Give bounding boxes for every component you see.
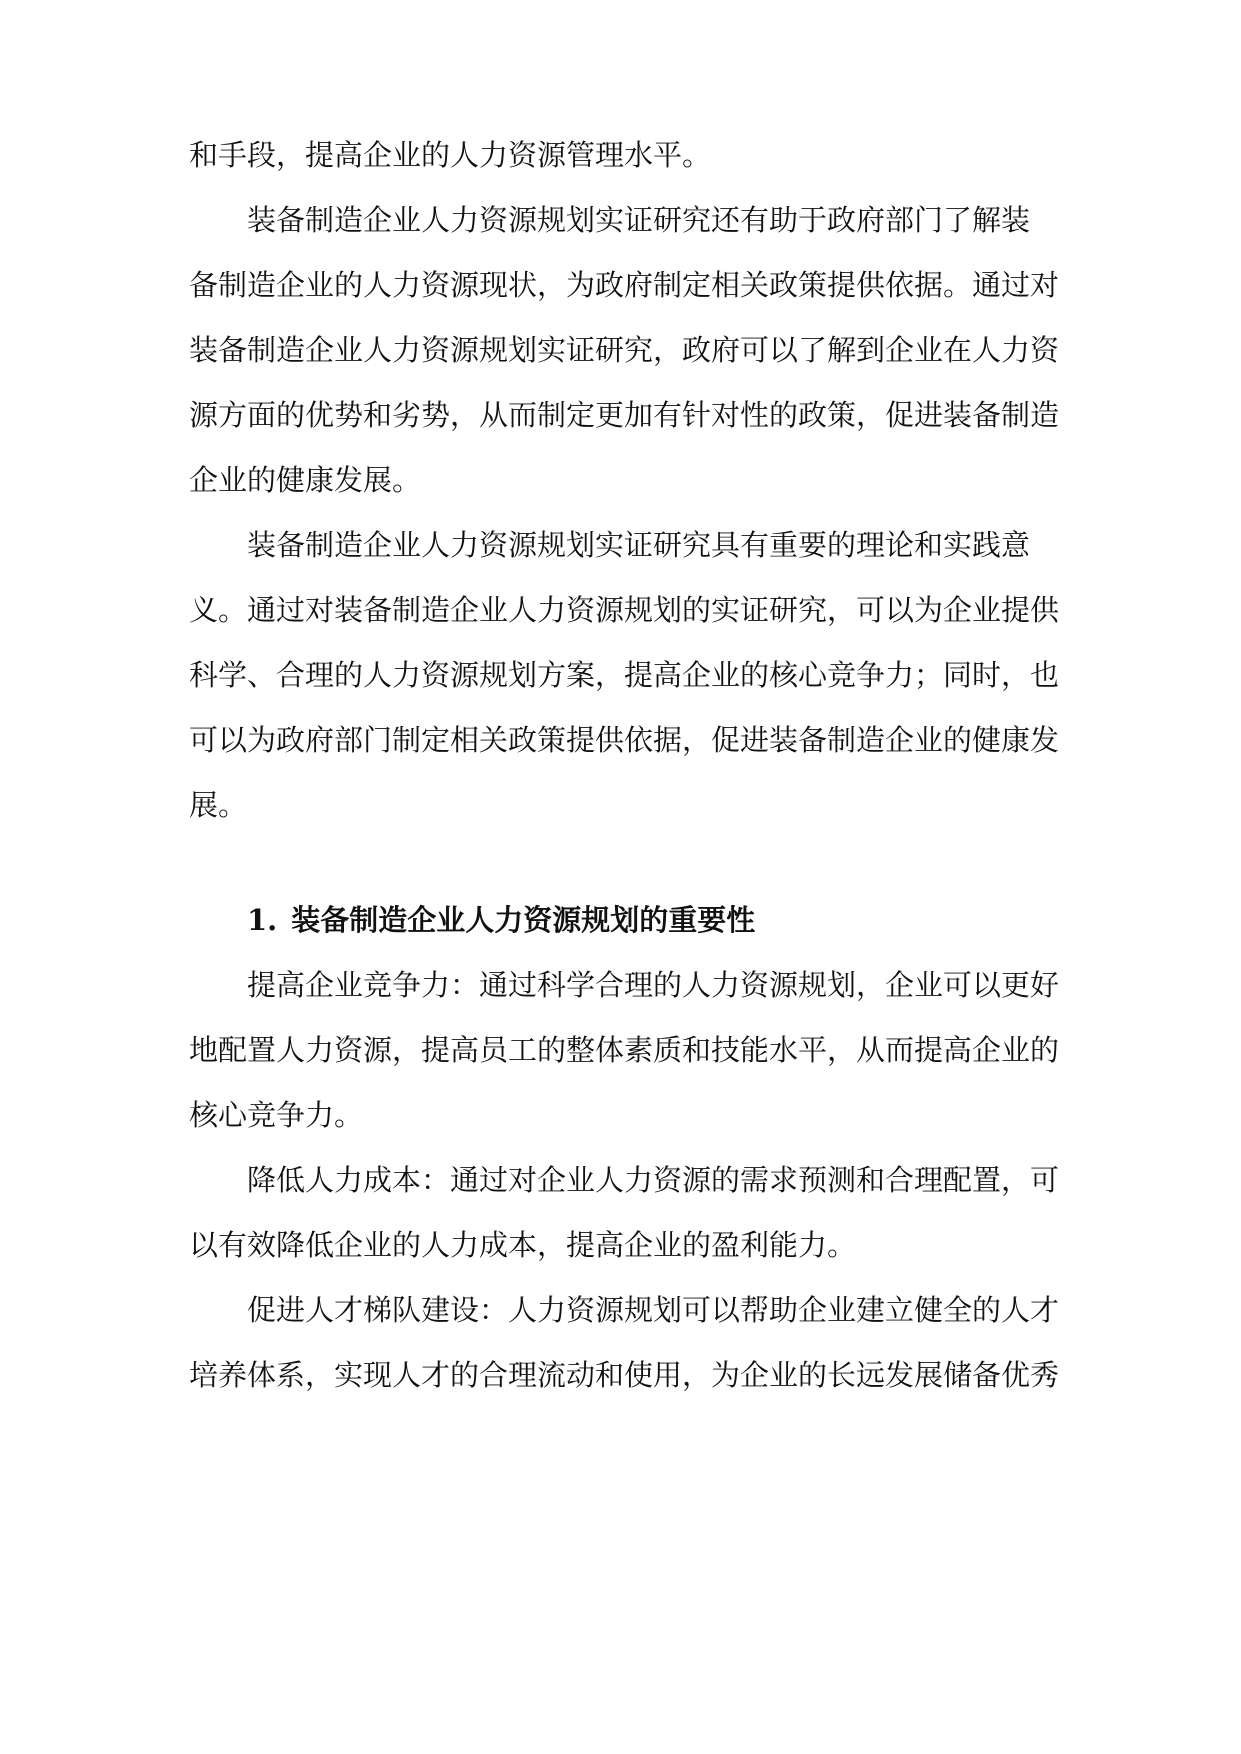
section-number: 1.	[247, 903, 278, 937]
paragraph-line: 装备制造企业人力资源规划实证研究具有重要的理论和实践意	[247, 528, 1031, 562]
paragraph-line: 以有效降低企业的人力成本，提高企业的盈利能力。	[189, 1228, 857, 1262]
paragraph-line: 义。通过对装备制造企业人力资源规划的实证研究，可以为企业提供	[189, 593, 1059, 627]
paragraph-line: 和手段，提高企业的人力资源管理水平。	[189, 138, 712, 172]
paragraph-line: 可以为政府部门制定相关政策提供依据，促进装备制造企业的健康发	[189, 723, 1059, 757]
paragraph-line: 备制造企业的人力资源现状，为政府制定相关政策提供依据。通过对	[189, 268, 1059, 302]
paragraph-line: 装备制造企业人力资源规划实证研究还有助于政府部门了解装	[247, 203, 1031, 237]
paragraph-line: 源方面的优势和劣势，从而制定更加有针对性的政策，促进装备制造	[189, 398, 1059, 432]
paragraph-line: 地配置人力资源，提高员工的整体素质和技能水平，从而提高企业的	[189, 1033, 1059, 1067]
paragraph-line: 核心竞争力。	[189, 1098, 364, 1132]
section-heading	[247, 900, 755, 940]
paragraph-line: 培养体系，实现人才的合理流动和使用，为企业的长远发展储备优秀	[189, 1358, 1059, 1392]
section-title: 装备制造企业人力资源规划的重要性	[291, 903, 756, 937]
paragraph-line: 装备制造企业人力资源规划实证研究，政府可以了解到企业在人力资	[189, 333, 1059, 367]
paragraph-line: 提高企业竞争力：通过科学合理的人力资源规划，企业可以更好	[247, 968, 1059, 1002]
paragraph-line: 科学、合理的人力资源规划方案，提高企业的核心竞争力；同时，也	[189, 658, 1059, 692]
paragraph-line: 降低人力成本：通过对企业人力资源的需求预测和合理配置，可	[247, 1163, 1059, 1197]
paragraph-line: 企业的健康发展。	[189, 463, 422, 497]
paragraph-line: 促进人才梯队建设：人力资源规划可以帮助企业建立健全的人才	[247, 1293, 1059, 1327]
paragraph-line: 展。	[189, 788, 248, 822]
